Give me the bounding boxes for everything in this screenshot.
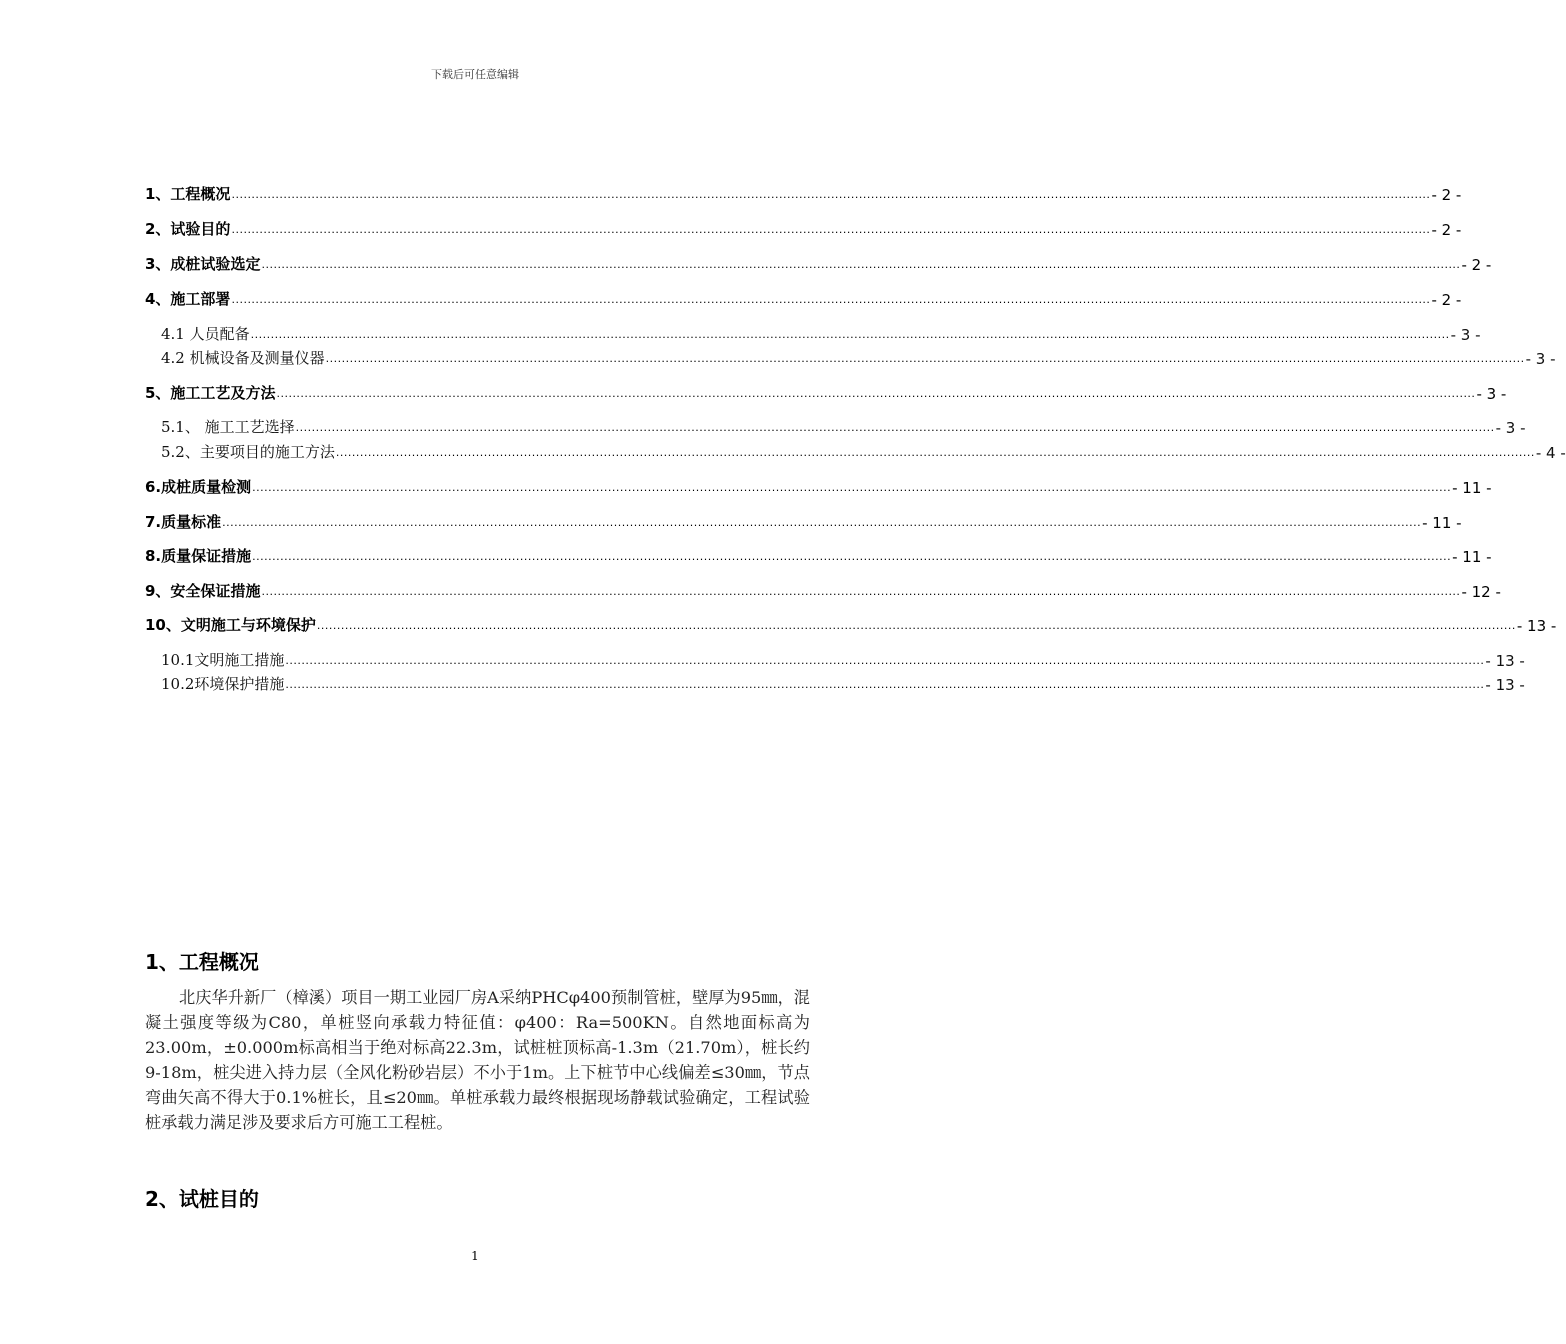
toc-entry-title: 8.质量保证措施	[145, 547, 252, 565]
toc-leader-dots: ............................................................................................................................................................................................................................................................................................................	[231, 188, 1431, 201]
toc-leader-dots: ............................................................................................................................................................................................................................................................................................................	[285, 678, 1485, 691]
toc-leader-dots: ............................................................................................................................................................................................................................................................................................................	[231, 293, 1431, 306]
toc-entry-title: 4.2 机械设备及测量仪器	[161, 349, 325, 367]
toc-entry-title: 7.质量标准	[145, 513, 222, 531]
toc-entry-title: 10.1文明施工措施	[161, 651, 285, 669]
toc-entry[interactable]	[145, 382, 1507, 403]
toc-leader-dots: ............................................................................................................................................................................................................................................................................................................	[276, 387, 1476, 400]
toc-entry[interactable]	[145, 347, 1556, 368]
toc-entry-page: - 3 -	[1450, 326, 1481, 344]
toc-entry-title: 5、施工工艺及方法	[145, 384, 276, 402]
toc-entry[interactable]	[145, 511, 1462, 532]
toc-entry-page: - 12 -	[1461, 583, 1501, 601]
toc-leader-dots: ............................................................................................................................................................................................................................................................................................................	[295, 421, 1495, 434]
toc-entry[interactable]	[145, 580, 1501, 601]
toc-entry-page: - 2 -	[1461, 256, 1492, 274]
toc-leader-dots: ............................................................................................................................................................................................................................................................................................................	[261, 258, 1461, 271]
toc-entry-page: - 3 -	[1525, 350, 1556, 368]
toc-entry[interactable]	[145, 253, 1492, 274]
toc-entry[interactable]	[145, 441, 1566, 462]
page-number: 1	[471, 1249, 479, 1263]
toc-entry[interactable]	[145, 614, 1557, 635]
toc-entry[interactable]	[145, 218, 1462, 239]
toc-entry-page: - 3 -	[1476, 385, 1507, 403]
toc-leader-dots: ............................................................................................................................................................................................................................................................................................................	[250, 328, 1450, 341]
toc-entry[interactable]	[145, 673, 1525, 694]
toc-entry-page: - 11 -	[1452, 548, 1492, 566]
toc-entry[interactable]	[145, 288, 1462, 309]
toc-entry-title: 4.1 人员配备	[161, 325, 250, 343]
toc-entry-title: 10、文明施工与环境保护	[145, 616, 316, 634]
toc-leader-dots: ............................................................................................................................................................................................................................................................................................................	[222, 516, 1422, 529]
toc-entry-title: 4、施工部署	[145, 290, 231, 308]
toc-entry-page: - 11 -	[1452, 479, 1492, 497]
toc-leader-dots: ............................................................................................................................................................................................................................................................................................................	[335, 446, 1535, 459]
toc-entry-title: 10.2环境保护措施	[161, 675, 285, 693]
toc-entry-title: 6.成桩质量检测	[145, 478, 252, 496]
toc-entry-title: 3、成桩试验选定	[145, 255, 261, 273]
toc-entry[interactable]	[145, 323, 1481, 344]
toc-entry-title: 2、试验目的	[145, 220, 231, 238]
toc-entry-title: 5.2、主要项目的施工方法	[161, 443, 335, 461]
toc-entry-page: - 4 -	[1535, 444, 1566, 462]
toc-entry-title: 5.1、 施工工艺选择	[161, 418, 295, 436]
toc-entry-page: - 3 -	[1495, 419, 1526, 437]
section-1-heading: 1、工程概况	[145, 950, 259, 974]
section-1-body: 北庆华升新厂（樟溪）项目一期工业园厂房A采纳PHCφ400预制管桩，壁厚为95㎜，混凝土强度等级为C80，单桩竖向承载力特征值：φ400：Ra=500KN。自然地面标高为23.00m，±0.000m标高相当于绝对标高22.3m，试桩桩顶标高-1.3m（21.70m），桩长约9-18m，桩尖进入持力层（全风化粉砂岩层）不小于1m。上下桩节中心线偏差≤30㎜，节点弯曲矢高不得大于0.1%桩长，且≤20㎜。单桩承载力最终根据现场静载试验确定，工程试验桩承载力满足涉及要求后方可施工工程桩。	[145, 988, 810, 1132]
toc-entry[interactable]	[145, 649, 1525, 670]
toc-entry[interactable]	[145, 416, 1526, 437]
toc-entry-title: 9、安全保证措施	[145, 582, 261, 600]
toc-leader-dots: ............................................................................................................................................................................................................................................................................................................	[231, 223, 1431, 236]
toc-entry-page: - 13 -	[1485, 652, 1525, 670]
toc-leader-dots: ............................................................................................................................................................................................................................................................................................................	[325, 352, 1525, 365]
toc-entry-page: - 13 -	[1485, 676, 1525, 694]
toc-entry[interactable]	[145, 545, 1492, 566]
page-header: 下载后可任意编辑	[431, 68, 519, 81]
toc-entry[interactable]	[145, 476, 1492, 497]
toc-entry-page: - 11 -	[1422, 514, 1462, 532]
toc-leader-dots: ............................................................................................................................................................................................................................................................................................................	[252, 550, 1452, 563]
toc-entry[interactable]	[145, 183, 1462, 204]
toc-entry-page: - 2 -	[1431, 221, 1462, 239]
toc-entry-page: - 2 -	[1431, 186, 1462, 204]
toc-entry-page: - 2 -	[1431, 291, 1462, 309]
toc-leader-dots: ............................................................................................................................................................................................................................................................................................................	[285, 654, 1485, 667]
toc-leader-dots: ............................................................................................................................................................................................................................................................................................................	[261, 585, 1461, 598]
toc-entry-title: 1、工程概况	[145, 185, 231, 203]
toc-entry-page: - 13 -	[1516, 617, 1557, 635]
toc-leader-dots: ............................................................................................................................................................................................................................................................................................................	[252, 481, 1452, 494]
toc-leader-dots: ............................................................................................................................................................................................................................................................................................................	[316, 619, 1516, 632]
section-2-heading: 2、试桩目的	[145, 1187, 259, 1211]
